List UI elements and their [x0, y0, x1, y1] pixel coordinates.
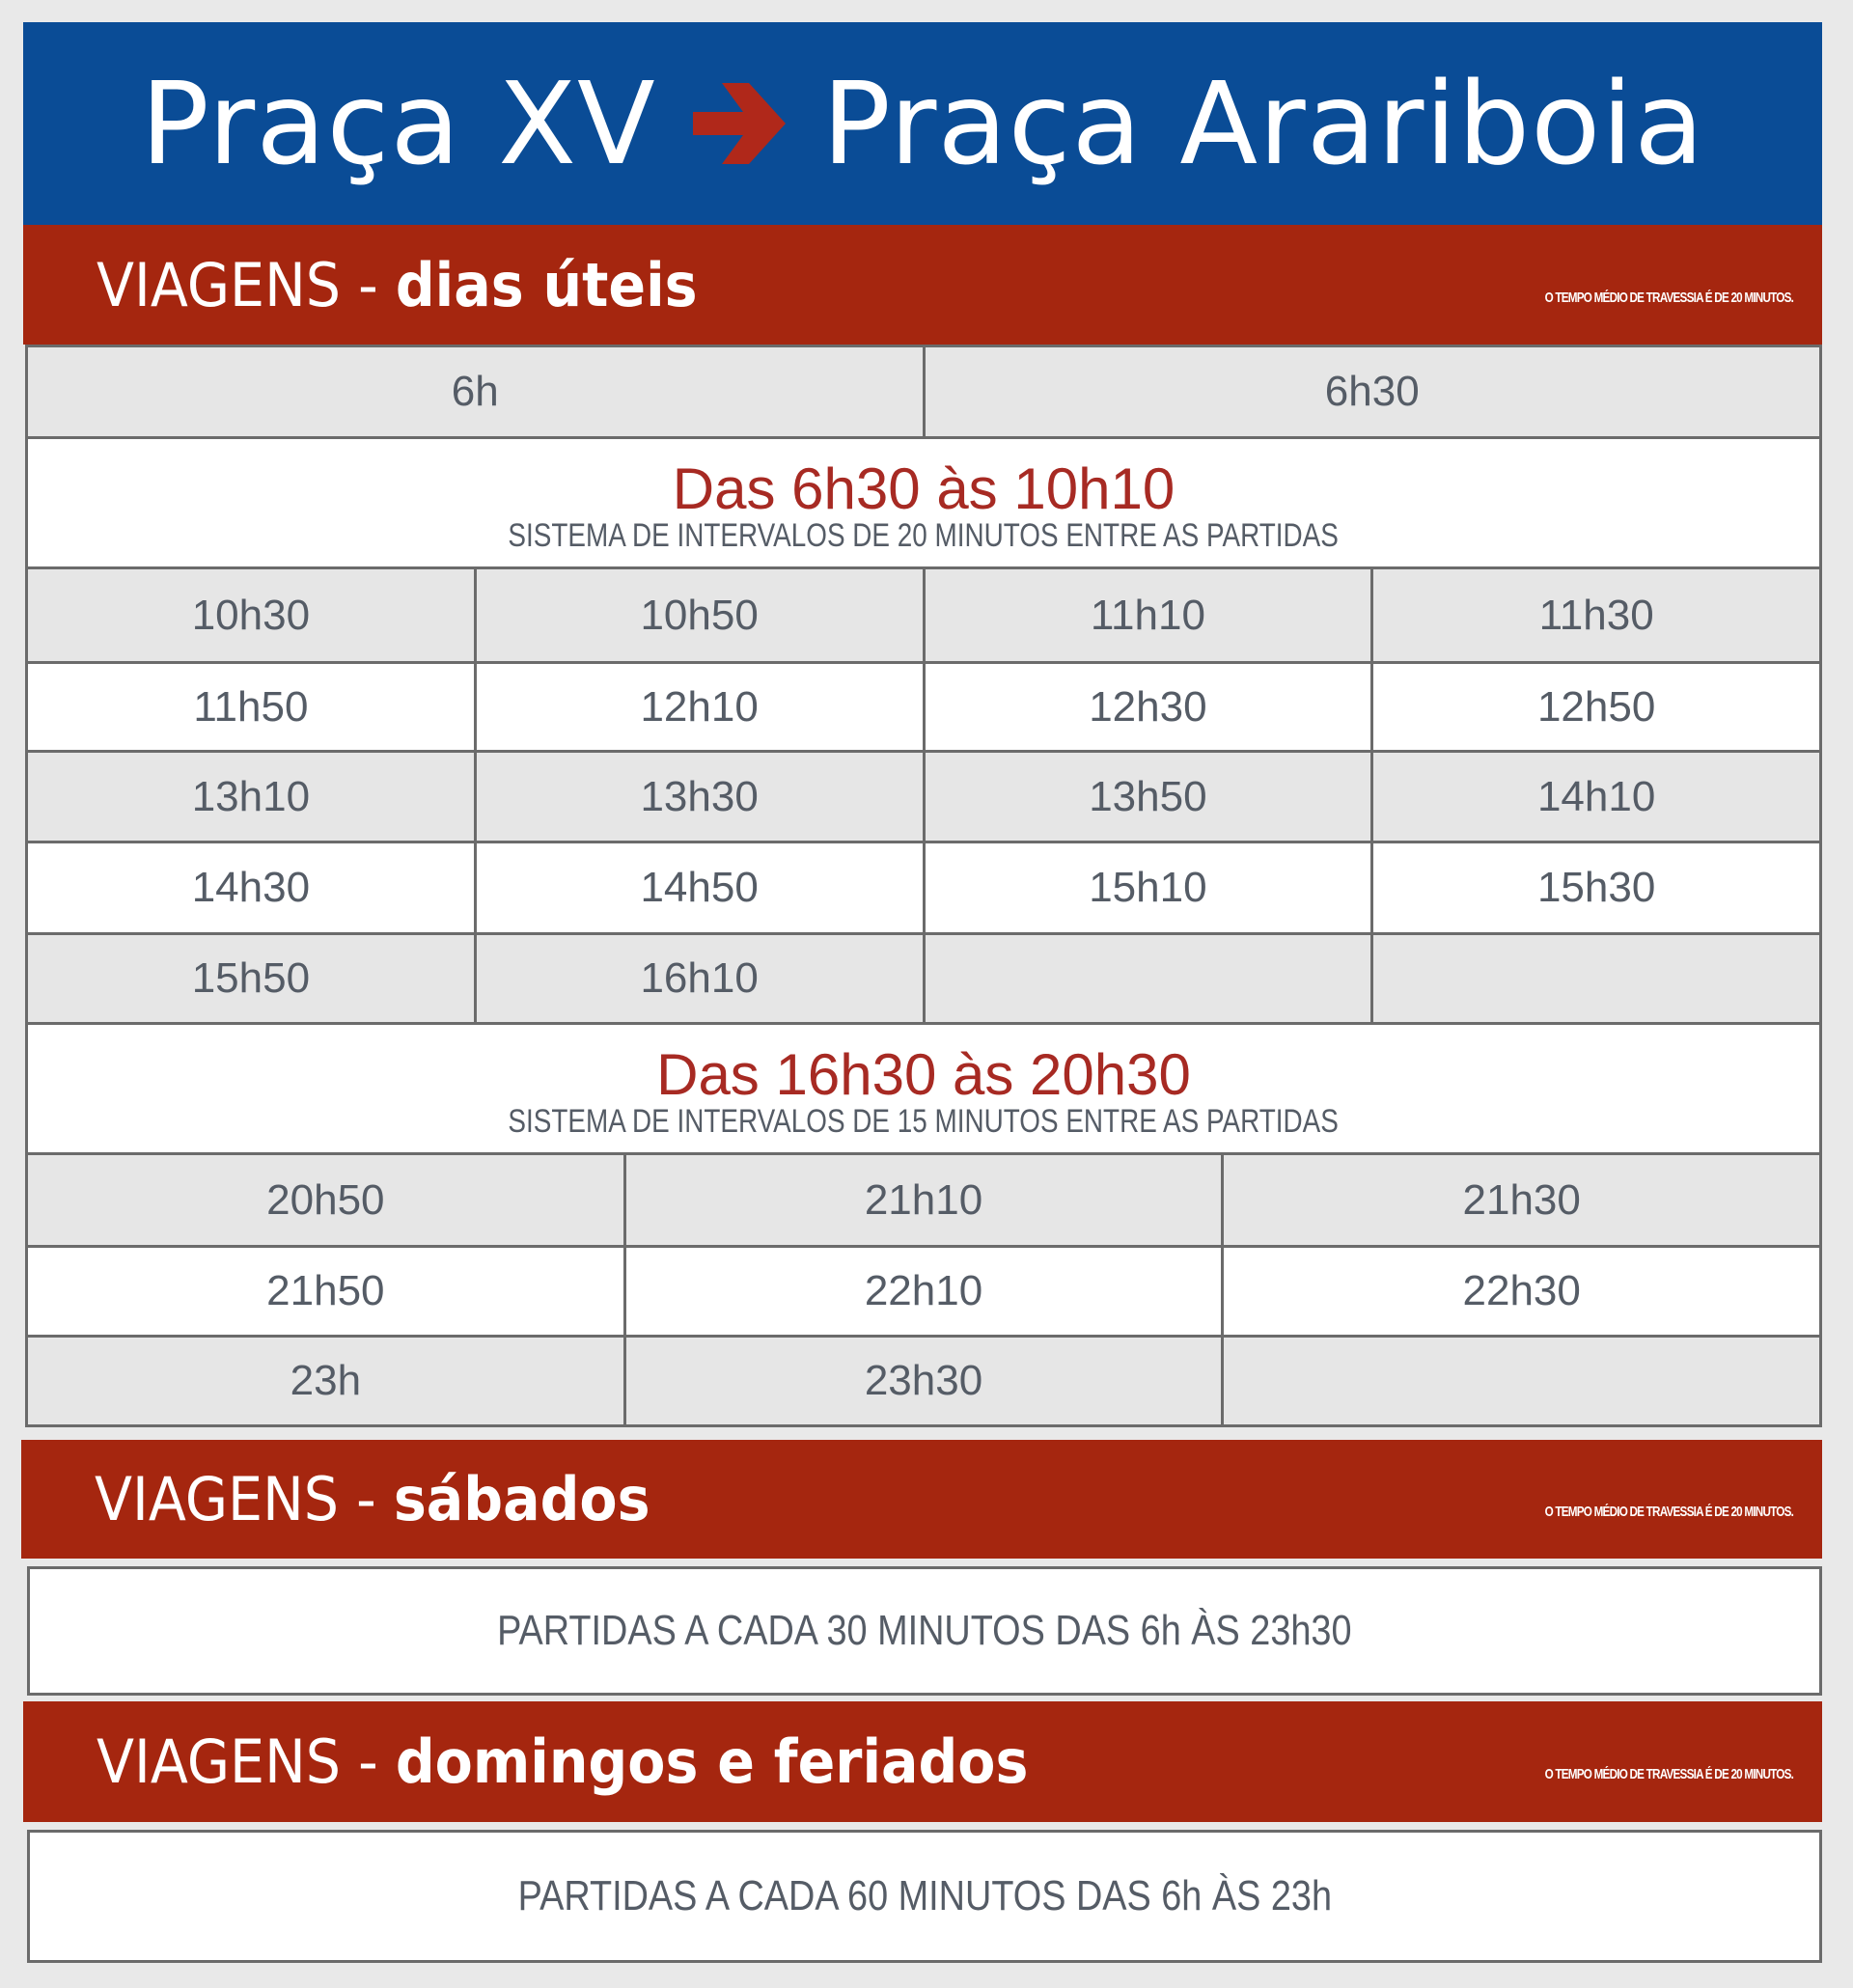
departure-time-cell: 21h30: [1221, 1155, 1819, 1245]
table-row: [28, 750, 1819, 841]
interval-header: [28, 436, 1819, 566]
crossing-time-note: O TEMPO MÉDIO DE TRAVESSIA É DE 20 MINUTOS.: [1544, 1766, 1793, 1782]
interval-subtitle: SISTEMA DE INTERVALOS DE 20 MINUTOS ENTRE AS PARTIDAS: [508, 517, 1340, 554]
section-title-label: domingos e feriados: [395, 1726, 1029, 1797]
origin-label: Praça XV: [140, 57, 656, 190]
section-band-weekdays: [23, 225, 1822, 345]
section-title-label: sábados: [393, 1464, 650, 1534]
table-row: [28, 345, 1819, 436]
table-row: [28, 841, 1819, 932]
departure-time-cell: 13h10: [191, 772, 311, 820]
saturday-info-box: [27, 1566, 1822, 1696]
crossing-time-note: O TEMPO MÉDIO DE TRAVESSIA É DE 20 MINUTOS.: [1544, 1504, 1793, 1520]
route-title-banner: [23, 22, 1822, 225]
destination-label: Praça Arariboia: [821, 57, 1705, 190]
section-title-prefix: VIAGENS -: [95, 1464, 394, 1534]
departure-time-cell: 20h50: [266, 1175, 385, 1224]
table-row: [28, 1335, 1819, 1424]
section-band-saturdays: [21, 1440, 1822, 1559]
sunday-holiday-frequency-text: PARTIDAS A CADA 60 MINUTOS DAS 6h ÀS 23h: [517, 1872, 1332, 1919]
empty-cell: [923, 935, 1371, 1022]
departure-time-cell: 15h30: [1370, 843, 1819, 932]
departure-time-cell: 21h10: [623, 1155, 1222, 1245]
departure-time-cell: 10h30: [191, 591, 311, 639]
departure-time-cell: 10h50: [474, 569, 923, 661]
departure-time-cell: 16h10: [474, 935, 923, 1022]
departure-time-cell: 6h: [451, 368, 499, 415]
interval-heading: Das 16h30 às 20h30: [656, 1042, 1191, 1107]
departure-time-cell: 15h10: [923, 843, 1371, 932]
departure-time-cell: 15h50: [191, 954, 311, 1002]
departure-time-cell: 14h10: [1370, 753, 1819, 841]
section-title: [97, 1726, 1365, 1797]
table-row: [28, 661, 1819, 750]
departure-time-cell: 23h30: [623, 1338, 1222, 1424]
table-row: [28, 566, 1819, 661]
section-title: [95, 1464, 1364, 1534]
departure-time-cell: 11h50: [193, 682, 309, 731]
section-title-prefix: VIAGENS -: [97, 249, 396, 320]
arrow-right-icon: [693, 83, 786, 164]
departure-time-cell: 14h30: [191, 864, 311, 911]
departure-time-cell: 12h10: [474, 664, 923, 750]
table-row: [28, 1152, 1819, 1245]
departure-time-cell: 22h30: [1221, 1248, 1819, 1335]
empty-cell: [1221, 1338, 1819, 1424]
departure-time-cell: 23h: [290, 1357, 362, 1404]
interval-subtitle: SISTEMA DE INTERVALOS DE 15 MINUTOS ENTRE AS PARTIDAS: [508, 1103, 1340, 1140]
departure-time-cell: 12h50: [1370, 664, 1819, 750]
table-row: [28, 932, 1819, 1022]
interval-heading: Das 6h30 às 10h10: [672, 456, 1175, 521]
table-row: [28, 1245, 1819, 1335]
departure-time-cell: 22h10: [623, 1248, 1222, 1335]
saturday-frequency-text: PARTIDAS A CADA 30 MINUTOS DAS 6h ÀS 23h30: [497, 1607, 1352, 1654]
section-title-label: dias úteis: [395, 249, 698, 320]
departure-time-cell: 11h10: [923, 569, 1371, 661]
section-band-sundays-holidays: [23, 1701, 1822, 1822]
departure-time-cell: 6h30: [923, 347, 1820, 436]
departure-time-cell: 12h30: [923, 664, 1371, 750]
sunday-holiday-info-box: [27, 1830, 1822, 1963]
departure-time-cell: 11h30: [1370, 569, 1819, 661]
section-title-prefix: VIAGENS -: [97, 1726, 396, 1797]
crossing-time-note: O TEMPO MÉDIO DE TRAVESSIA É DE 20 MINUTOS.: [1544, 289, 1793, 306]
interval-header: [28, 1022, 1819, 1152]
section-title: [97, 250, 1365, 320]
departure-time-cell: 13h30: [474, 753, 923, 841]
weekday-schedule-table: [25, 345, 1822, 1427]
departure-time-cell: 14h50: [474, 843, 923, 932]
empty-cell: [1370, 935, 1819, 1022]
departure-time-cell: 21h50: [266, 1267, 385, 1314]
departure-time-cell: 13h50: [923, 753, 1371, 841]
